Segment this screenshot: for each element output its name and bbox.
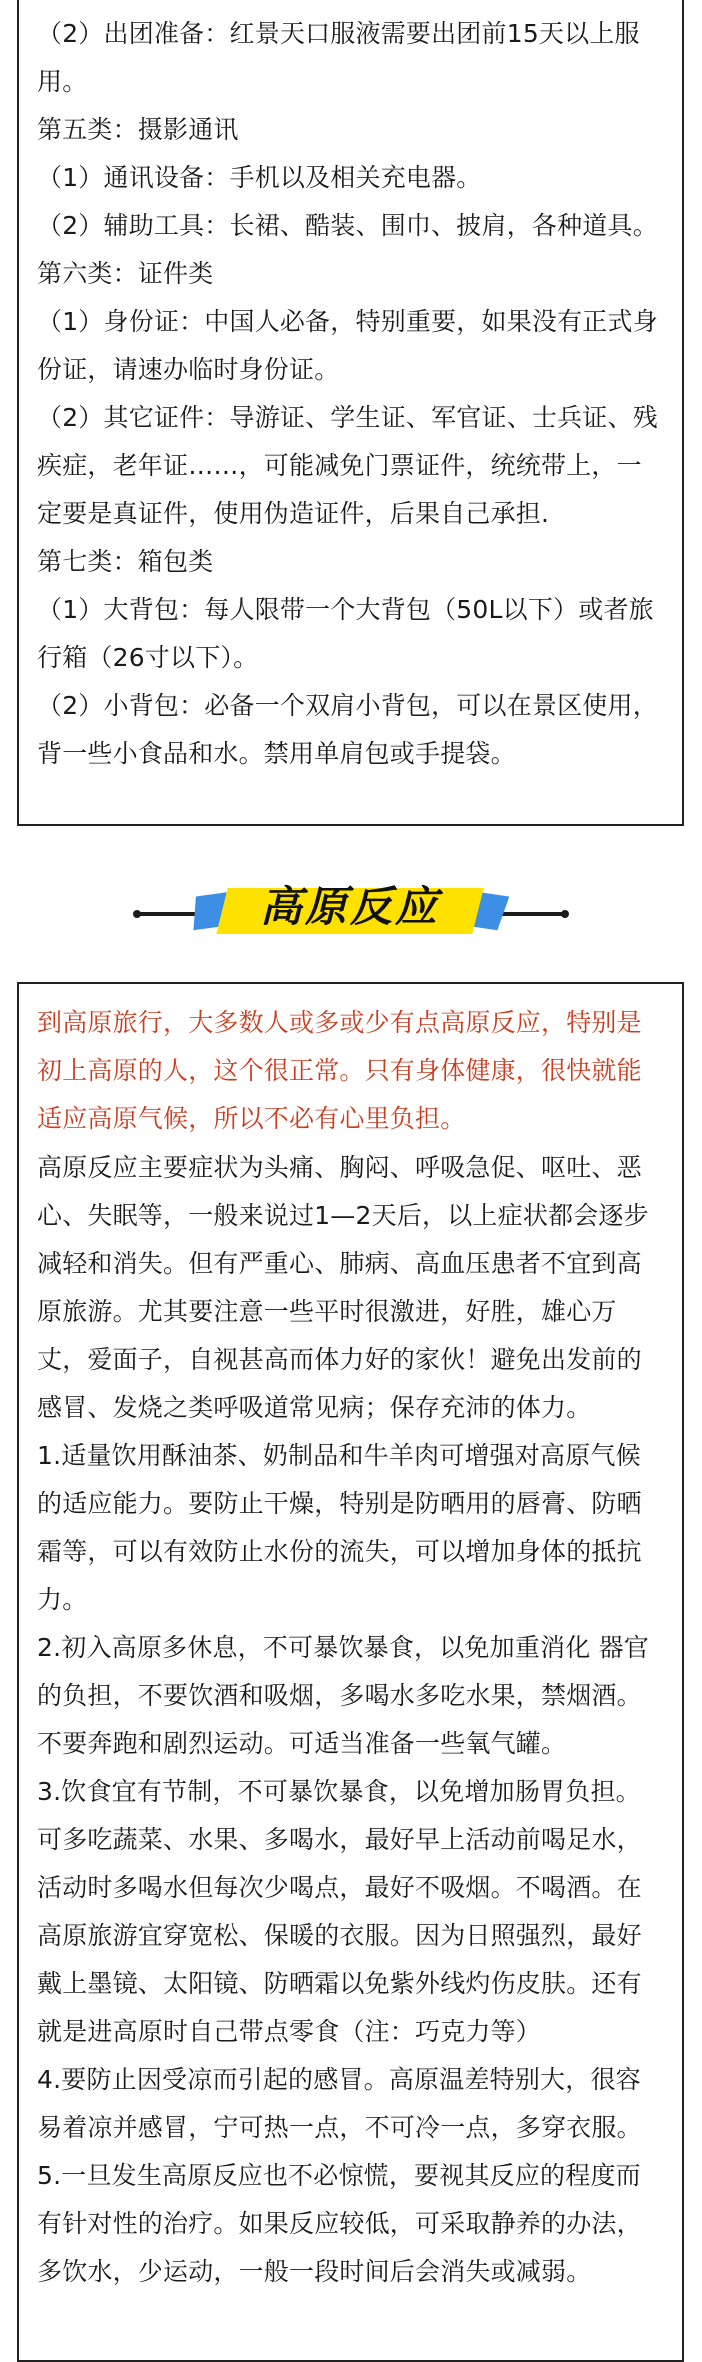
text-line: （1）大背包：每人限带一个大背包（50L以下）或者旅 — [37, 595, 654, 624]
text-line: 丈，爱面子，自视甚高而体力好的家伙！避免出发前的 — [37, 1345, 642, 1374]
text-line: 易着凉并感冒，宁可热一点，不可冷一点，多穿衣服。 — [37, 2113, 642, 2142]
text-line: 不要奔跑和剧烈运动。可适当准备一些氧气罐。 — [37, 1729, 567, 1758]
section-title: 高原反应 — [259, 882, 440, 931]
text-line: （1）身份证：中国人必备，特别重要，如果没有正式身 — [37, 307, 658, 336]
category-heading: 第七类：箱包类 — [37, 547, 214, 576]
altitude-sickness-box — [17, 982, 684, 2362]
text-line: 2.初入高原多休息，不可暴饮暴食，以免加重消化 器官 — [37, 1633, 650, 1662]
text-line: 原旅游。尤其要注意一些平时很激进，好胜，雄心万 — [37, 1297, 617, 1326]
text-line: 就是进高原时自己带点零食（注：巧克力等） — [37, 2017, 542, 2046]
text-line: （2）其它证件：导游证、学生证、军官证、士兵证、残 — [37, 403, 658, 432]
text-line: （1）通讯设备：手机以及相关充电器。 — [37, 163, 482, 192]
text-line: 定要是真证件，使用伪造证件，后果自己承担. — [37, 499, 550, 528]
text-line: 5.一旦发生高原反应也不必惊慌，要视其反应的程度而 — [37, 2161, 641, 2190]
text-line: 背一些小食品和水。禁用单肩包或手提袋。 — [37, 739, 516, 768]
text-line: （2）小背包：必备一个双肩小背包，可以在景区使用， — [37, 691, 658, 720]
text-line: 减轻和消失。但有严重心、肺病、高血压患者不宜到高 — [37, 1249, 642, 1278]
text-line: 份证，请速办临时身份证。 — [37, 355, 340, 384]
text-line: 有针对性的治疗。如果反应较低，可采取静养的办法， — [37, 2209, 642, 2238]
text-line: 力。 — [37, 1585, 88, 1614]
text-line: 霜等，可以有效防止水份的流失，可以增加身体的抵抗 — [37, 1537, 642, 1566]
text-line: 高原旅游宜穿宽松、保暖的衣服。因为日照强烈，最好 — [37, 1921, 642, 1950]
text-line: 感冒、发烧之类呼吸道常见病；保存充沛的体力。 — [37, 1393, 592, 1422]
text-line: 3.饮食宜有节制，不可暴饮暴食，以免增加肠胃负担。 — [37, 1777, 641, 1806]
section-banner — [0, 870, 702, 950]
packing-list-box — [17, 0, 684, 826]
category-heading: 第六类：证件类 — [37, 259, 214, 288]
text-line: 的适应能力。要防止干燥，特别是防晒用的唇膏、防晒 — [37, 1489, 642, 1518]
text-line: 心、失眠等，一般来说过1—2天后，以上症状都会逐步 — [37, 1201, 649, 1230]
text-line: 疾症，老年证……，可能减免门票证件，统统带上，一 — [37, 451, 642, 480]
text-line: 高原反应主要症状为头痛、胸闷、呼吸急促、呕吐、恶 — [37, 1153, 642, 1182]
intro-line: 到高原旅行，大多数人或多或少有点高原反应，特别是 — [37, 1008, 642, 1037]
text-line: 多饮水，少运动，一般一段时间后会消失或减弱。 — [37, 2257, 592, 2286]
text-line: 活动时多喝水但每次少喝点，最好不吸烟。不喝酒。在 — [37, 1873, 642, 1902]
text-line: 戴上墨镜、太阳镜、防晒霜以免紫外线灼伤皮肤。还有 — [37, 1969, 642, 1998]
text-line: （2）辅助工具：长裙、酷装、围巾、披肩，各种道具。 — [37, 211, 658, 240]
intro-line: 适应高原气候，所以不必有心里负担。 — [37, 1104, 466, 1133]
text-line: 的负担，不要饮酒和吸烟，多喝水多吃水果，禁烟酒。 — [37, 1681, 642, 1710]
text-line: 4.要防止因受凉而引起的感冒。高原温差特别大，很容 — [37, 2065, 641, 2094]
text-line: 1.适量饮用酥油茶、奶制品和牛羊肉可增强对高原气候 — [37, 1441, 641, 1470]
text-line: 用。 — [37, 67, 88, 96]
intro-line: 初上高原的人，这个很正常。只有身体健康，很快就能 — [37, 1056, 642, 1085]
text-line: （2）出团准备：红景天口服液需要出团前15天以上服 — [37, 19, 640, 48]
text-line: 可多吃蔬菜、水果、多喝水，最好早上活动前喝足水， — [37, 1825, 642, 1854]
category-heading: 第五类：摄影通讯 — [37, 115, 239, 144]
text-line: 行箱（26寸以下）。 — [37, 643, 259, 672]
